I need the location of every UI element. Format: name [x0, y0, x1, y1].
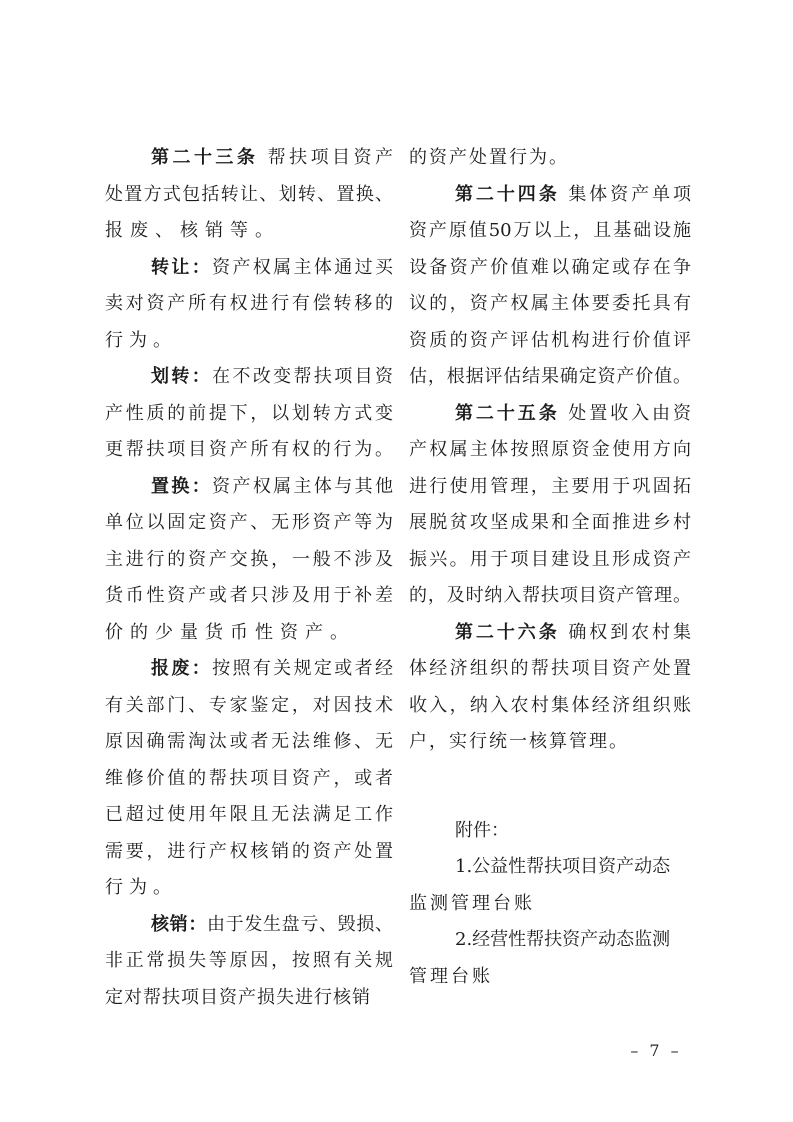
text-line: [105, 615, 393, 652]
body-text: 非正常损失等原因，按照有关规: [105, 950, 393, 971]
text-line: [409, 505, 691, 542]
body-text: 资产原值50万以上，且基础设施: [409, 220, 691, 241]
text-line: [409, 250, 691, 287]
text-line: [105, 688, 393, 725]
text-line: [409, 396, 691, 433]
body-text: 2.经营性帮扶资产动态监测: [455, 929, 671, 950]
body-text: 展脱贫攻坚成果和全面推进乡村: [409, 512, 691, 533]
body-text: 资产权属主体与其他: [212, 475, 393, 497]
bold-term: 第二十四条: [455, 183, 560, 205]
text-line: [409, 849, 691, 886]
bold-term: 核销：: [151, 913, 207, 935]
body-text: 主进行的资产交换，一般不涉及: [105, 548, 393, 570]
body-text: 户，实行统一核算管理。: [409, 731, 629, 752]
text-line: [409, 922, 691, 959]
text-line: [409, 542, 691, 579]
body-text: 议的，资产权属主体要委托具有: [409, 293, 691, 314]
body-text: 处置方式包括转让、划转、置换、: [105, 183, 393, 205]
body-text: 附件：: [455, 819, 509, 841]
text-line: [409, 688, 691, 725]
text-line: [409, 813, 691, 850]
body-text: 报废、核销等。: [105, 220, 280, 241]
text-line: [409, 432, 691, 469]
document-body: [105, 140, 691, 1016]
bold-term: 置换：: [151, 475, 213, 497]
bold-term: 划转：: [151, 366, 213, 387]
body-text: 管理台账: [409, 965, 493, 987]
text-line: [105, 140, 393, 177]
body-text: 的，及时纳入帮扶项目资产管理。: [409, 585, 691, 606]
text-line: [409, 724, 691, 761]
bold-term: 第二十六条: [455, 621, 560, 643]
body-text: 帮扶项目资产: [258, 147, 393, 168]
text-line: [105, 542, 393, 579]
body-text: 维修价值的帮扶项目资产，或者: [105, 767, 393, 789]
body-text: 确权到农村集: [559, 621, 691, 643]
text-line: [409, 177, 691, 214]
bold-term: 第二十三条: [151, 147, 259, 168]
text-line: [105, 870, 393, 907]
body-text: 行为。: [105, 329, 177, 351]
body-text: 收入，纳入农村集体经济组织账: [409, 694, 691, 716]
body-text: 需要，进行产权核销的资产处置: [105, 840, 393, 862]
body-text: 监测管理台账: [409, 892, 535, 914]
text-line: [105, 432, 393, 469]
text-line: [105, 505, 393, 542]
text-line: [409, 213, 691, 250]
body-text: 资质的资产评估机构进行价值评: [409, 329, 691, 351]
text-line: [105, 761, 393, 798]
text-line: [409, 469, 691, 506]
text-line: [105, 651, 393, 688]
text-line: [409, 323, 691, 360]
body-text: 货币性资产或者只涉及用于补差: [105, 585, 393, 606]
body-text: 集体资产单项: [559, 183, 691, 205]
body-text: 的资产处置行为。: [409, 147, 569, 168]
body-text: 卖对资产所有权进行有偿转移的: [105, 293, 393, 314]
text-line: [409, 286, 691, 323]
body-text: 行为。: [105, 877, 177, 898]
body-text: 有关部门、专家鉴定，对因技术: [105, 694, 393, 716]
text-line: [105, 980, 393, 1017]
body-text: 产性质的前提下，以划转方式变: [105, 402, 393, 424]
text-line: [409, 651, 691, 688]
text-line: [105, 359, 393, 396]
text-line: [409, 359, 691, 396]
body-text: 由于发生盘亏、毁损、: [207, 913, 393, 935]
paragraph-gap: [409, 761, 691, 813]
body-text: 定对帮扶项目资产损失进行核销: [105, 986, 371, 1008]
body-text: 估，根据评估结果确定资产价值。: [409, 366, 691, 387]
body-text: 处置收入由资: [559, 402, 691, 424]
body-text: 振兴。用于项目建设且形成资产: [409, 548, 691, 570]
text-line: [105, 323, 393, 360]
text-line: [105, 469, 393, 506]
body-text: 价的少量货币性资产。: [105, 621, 355, 643]
text-line: [105, 250, 393, 287]
body-text: 更帮扶项目资产所有权的行为。: [105, 439, 393, 460]
body-text: 1.公益性帮扶项目资产动态: [455, 856, 671, 877]
text-line: [409, 959, 691, 996]
right-column: [409, 140, 691, 1016]
body-text: 按照有关规定或者经: [212, 658, 393, 679]
text-line: [105, 213, 393, 250]
text-line: [105, 834, 393, 871]
bold-term: 第二十五条: [455, 402, 560, 424]
text-line: [105, 907, 393, 944]
text-line: [409, 578, 691, 615]
text-line: [105, 797, 393, 834]
body-text: 产权属主体按照原资金使用方向: [409, 439, 691, 460]
body-text: 原因确需淘汰或者无法维修、无: [105, 731, 393, 752]
text-line: [105, 724, 393, 761]
bold-term: 转让：: [151, 256, 213, 278]
body-text: 体经济组织的帮扶项目资产处置: [409, 658, 691, 679]
body-text: 在不改变帮扶项目资: [212, 366, 393, 387]
text-line: [409, 615, 691, 652]
body-text: 进行使用管理，主要用于巩固拓: [409, 475, 691, 497]
text-line: [105, 396, 393, 433]
body-text: 已超过使用年限且无法满足工作: [105, 804, 393, 825]
page-number: – 7 –: [630, 1041, 682, 1060]
text-line: [105, 943, 393, 980]
text-line: [409, 140, 691, 177]
text-line: [105, 578, 393, 615]
text-line: [105, 177, 393, 214]
body-text: 单位以固定资产、无形资产等为: [105, 512, 393, 533]
text-line: [409, 886, 691, 923]
bold-term: 报废：: [151, 658, 213, 679]
text-line: [105, 286, 393, 323]
left-column: [105, 140, 393, 1016]
body-text: 设备资产价值难以确定或存在争: [409, 256, 691, 278]
body-text: 资产权属主体通过买: [212, 256, 393, 278]
